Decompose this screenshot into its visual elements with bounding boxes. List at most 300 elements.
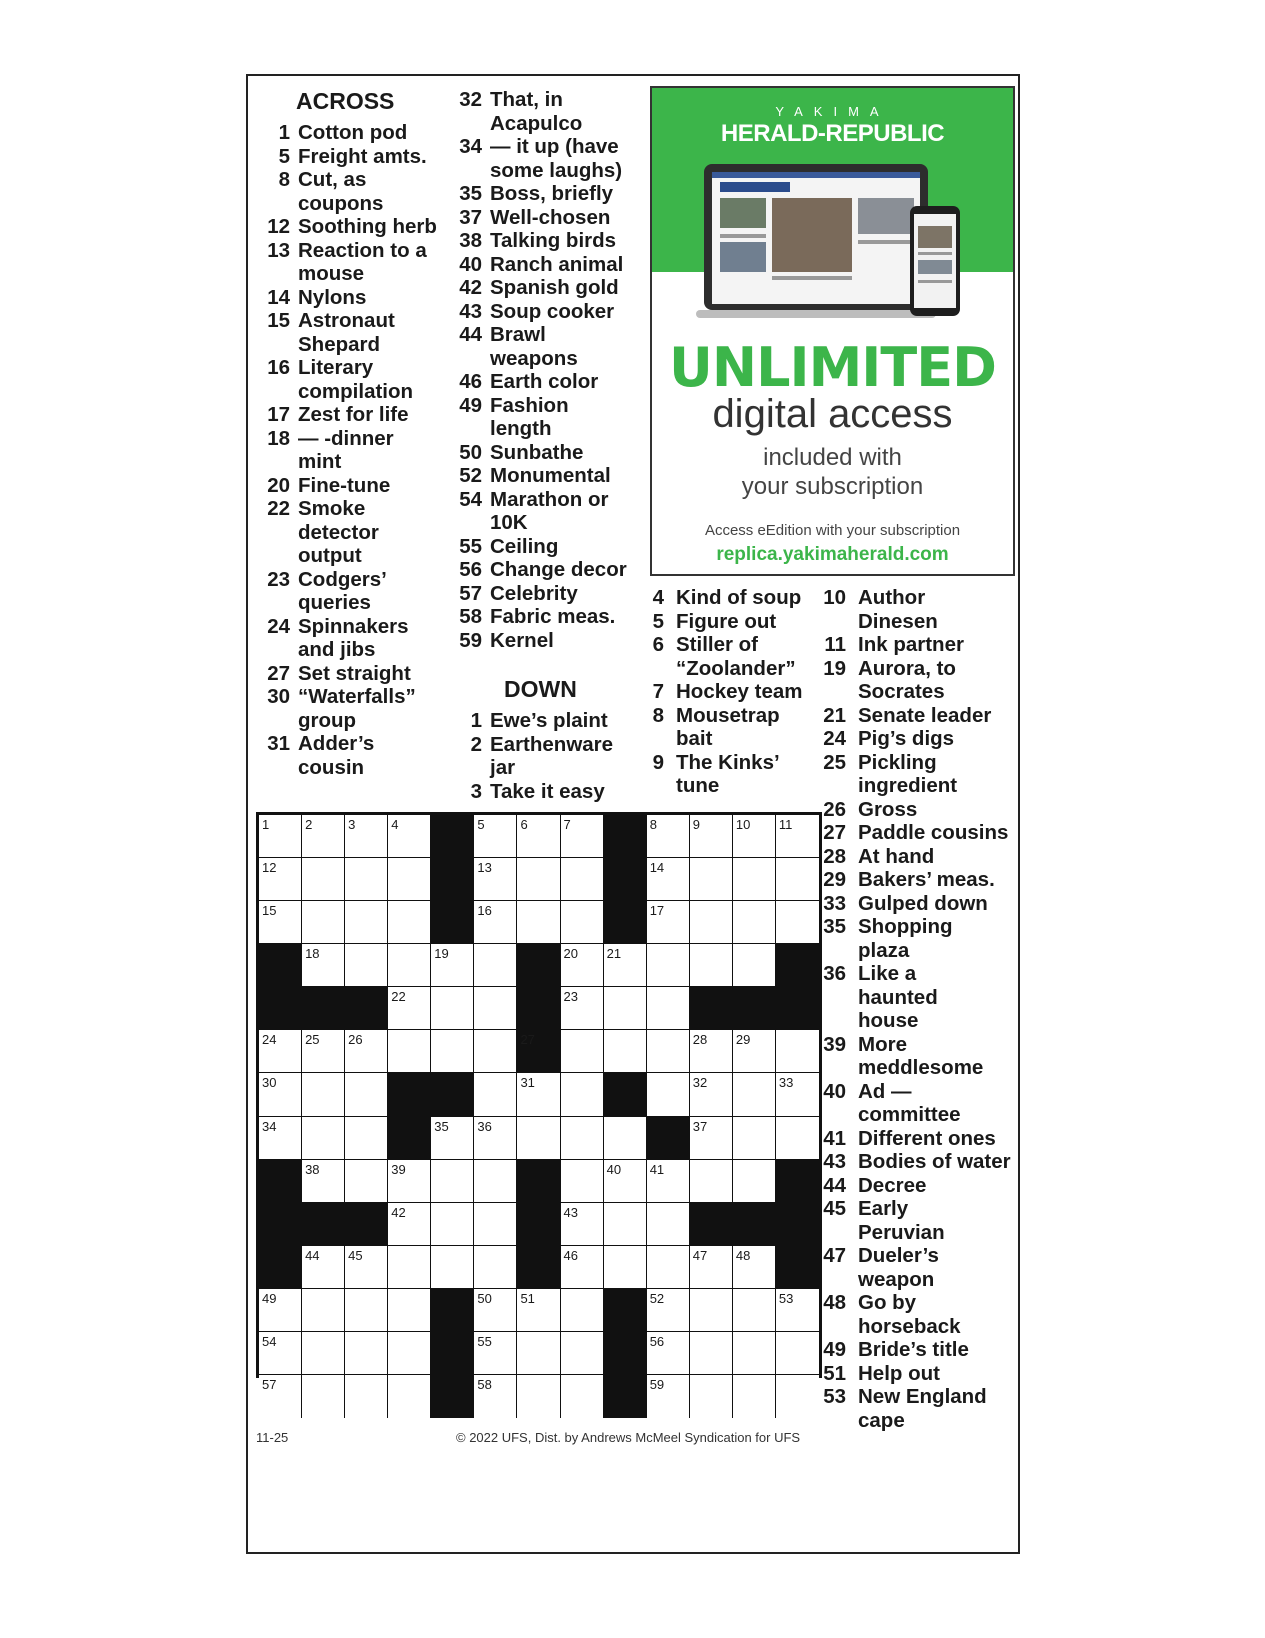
clue-text-line: Cotton pod xyxy=(298,121,408,144)
grid-cell[interactable] xyxy=(776,815,819,858)
grid-cell[interactable] xyxy=(776,1030,819,1073)
grid-cell[interactable] xyxy=(302,1073,345,1116)
grid-cell[interactable] xyxy=(561,1073,604,1116)
clue-text xyxy=(676,586,801,610)
grid-black-square xyxy=(604,901,647,944)
clue-text-line: Fashion xyxy=(490,393,569,417)
grid-cell[interactable] xyxy=(690,1332,733,1375)
grid-cell[interactable] xyxy=(431,1030,474,1073)
grid-cell[interactable] xyxy=(647,815,690,858)
grid-cell[interactable] xyxy=(517,1375,560,1418)
clue-text-line: Set straight xyxy=(298,661,411,685)
clue xyxy=(456,206,646,230)
clue-text xyxy=(298,497,379,568)
grid-cell[interactable] xyxy=(388,1030,431,1073)
clue-text-line: Gulped down xyxy=(858,891,988,915)
grid-cell[interactable] xyxy=(733,1117,776,1160)
grid-cell[interactable] xyxy=(517,858,560,901)
grid-cell[interactable] xyxy=(690,901,733,944)
grid-cell[interactable] xyxy=(561,858,604,901)
clue-text-line: Ad — xyxy=(858,1079,912,1103)
grid-cell[interactable] xyxy=(345,1289,388,1332)
grid-cell[interactable] xyxy=(431,944,474,987)
clue-number: 56 xyxy=(459,558,482,581)
grid-cell[interactable] xyxy=(259,858,302,901)
grid-cell[interactable] xyxy=(517,1289,560,1332)
grid-cell[interactable] xyxy=(345,1332,388,1375)
grid-cell[interactable] xyxy=(733,944,776,987)
clue-text-line: Adder’s xyxy=(298,732,375,755)
clue-text-line: some laughs) xyxy=(490,158,623,182)
grid-cell[interactable] xyxy=(474,1117,517,1160)
grid-cell[interactable] xyxy=(733,1246,776,1289)
clue xyxy=(822,1197,1022,1244)
clue-text-line: weapon xyxy=(858,1267,935,1291)
clue xyxy=(456,300,646,324)
clue-text xyxy=(490,709,608,733)
clue-text-line: Monumental xyxy=(490,464,611,487)
grid-cell[interactable] xyxy=(474,1246,517,1289)
clue-number: 23 xyxy=(267,567,290,591)
grid-cell[interactable] xyxy=(474,901,517,944)
grid-cell[interactable] xyxy=(259,1117,302,1160)
grid-cell[interactable] xyxy=(776,858,819,901)
clue-text-line: ingredient xyxy=(858,774,958,797)
clue-number: 39 xyxy=(823,1032,846,1056)
grid-black-square xyxy=(259,1203,302,1246)
cell-number: 34 xyxy=(262,1118,277,1134)
grid-cell[interactable] xyxy=(474,1289,517,1332)
grid-cell[interactable] xyxy=(561,944,604,987)
grid-cell[interactable] xyxy=(733,1332,776,1375)
clue-number: 37 xyxy=(459,205,482,229)
clue xyxy=(640,751,830,798)
clue-text-line: — -dinner xyxy=(298,426,394,450)
grid-cell[interactable] xyxy=(302,944,345,987)
grid-cell[interactable] xyxy=(302,815,345,858)
puzzle-date: 11-25 xyxy=(256,1430,289,1445)
grid-cell[interactable] xyxy=(561,1203,604,1246)
clue-text-line: Different ones xyxy=(858,1126,996,1150)
clue-number: 30 xyxy=(267,685,290,708)
grid-cell[interactable] xyxy=(302,901,345,944)
clue-text-line: compilation xyxy=(298,379,414,403)
clue-text xyxy=(298,568,387,615)
grid-black-square xyxy=(259,987,302,1030)
clue-number: 4 xyxy=(652,586,664,609)
clue-text xyxy=(858,1338,969,1362)
clue-text xyxy=(298,356,413,403)
clue-text xyxy=(490,488,608,535)
clue xyxy=(456,733,646,780)
clue-text-line: Zest for life xyxy=(298,403,409,426)
grid-cell[interactable] xyxy=(302,1375,345,1418)
grid-cell[interactable] xyxy=(259,1375,302,1418)
grid-cell[interactable] xyxy=(647,1332,690,1375)
clue-text-line: Codgers’ xyxy=(298,567,387,591)
grid-cell[interactable] xyxy=(776,1332,819,1375)
clue-text xyxy=(858,1150,1011,1174)
clue-number: 10 xyxy=(823,586,846,609)
grid-cell[interactable] xyxy=(561,1375,604,1418)
grid-cell[interactable] xyxy=(647,901,690,944)
grid-cell[interactable] xyxy=(474,1332,517,1375)
clue-text xyxy=(490,629,554,653)
cell-number: 33 xyxy=(778,1075,794,1091)
grid-cell[interactable] xyxy=(388,1203,431,1246)
across-clues-column-2 xyxy=(456,88,646,652)
grid-cell[interactable] xyxy=(647,1203,690,1246)
grid-cell[interactable] xyxy=(259,1289,302,1332)
clue-text xyxy=(490,733,613,780)
clue-number: 40 xyxy=(459,252,482,276)
grid-cell[interactable] xyxy=(690,1160,733,1203)
clue xyxy=(822,1080,1022,1127)
clue-number: 53 xyxy=(823,1385,846,1408)
grid-cell[interactable] xyxy=(431,987,474,1030)
grid-cell[interactable] xyxy=(302,1332,345,1375)
copyright-notice: © 2022 UFS, Dist. by Andrews McMeel Syndication for UFS xyxy=(456,1430,801,1445)
clue xyxy=(264,309,454,356)
clue-number: 7 xyxy=(652,680,664,703)
grid-cell[interactable] xyxy=(474,1160,517,1203)
clue-text-line: Like a xyxy=(858,962,917,985)
ad-access-text: Access eEdition with your subscription xyxy=(704,522,961,539)
grid-cell[interactable] xyxy=(388,944,431,987)
grid-black-square xyxy=(733,987,776,1030)
grid-cell[interactable] xyxy=(474,987,517,1030)
clue xyxy=(264,568,454,615)
clue-text xyxy=(490,276,619,300)
cell-number: 1 xyxy=(262,817,270,832)
grid-cell[interactable] xyxy=(776,1289,819,1332)
clue xyxy=(456,780,646,804)
grid-cell[interactable] xyxy=(733,1160,776,1203)
cell-number: 42 xyxy=(391,1204,406,1220)
clue-text-line: Take it easy xyxy=(490,779,605,803)
clue-number: 1 xyxy=(278,121,290,144)
grid-cell[interactable] xyxy=(259,1073,302,1116)
clue-text xyxy=(490,464,611,488)
clue-number: 35 xyxy=(823,915,846,938)
down-clues-column-1 xyxy=(456,676,646,803)
grid-cell[interactable] xyxy=(517,1073,560,1116)
clue-number: 50 xyxy=(459,440,482,464)
grid-cell[interactable] xyxy=(431,1117,474,1160)
grid-cell[interactable] xyxy=(733,1289,776,1332)
clue-text-line: Soup cooker xyxy=(490,299,615,323)
clue xyxy=(264,662,454,686)
grid-cell[interactable] xyxy=(561,901,604,944)
grid-cell[interactable] xyxy=(259,1332,302,1375)
grid-cell[interactable] xyxy=(690,1117,733,1160)
clue xyxy=(456,535,646,559)
clue-text-line: Kind of soup xyxy=(676,586,802,609)
clue-number: 44 xyxy=(459,323,482,346)
cell-number: 55 xyxy=(477,1333,492,1349)
clue-text-line: Shepard xyxy=(298,332,381,356)
grid-cell[interactable] xyxy=(431,1160,474,1203)
clue-text-line: queries xyxy=(298,591,371,614)
clue-number: 34 xyxy=(459,135,482,158)
grid-cell[interactable] xyxy=(345,1375,388,1418)
grid-cell[interactable] xyxy=(690,1289,733,1332)
clue-text xyxy=(858,751,957,798)
clue-text-line: Ewe’s plaint xyxy=(490,709,608,732)
grid-black-square xyxy=(302,987,345,1030)
grid-cell[interactable] xyxy=(345,1117,388,1160)
clue xyxy=(822,1244,1022,1291)
grid-cell[interactable] xyxy=(604,987,647,1030)
clue-text-line: Kernel xyxy=(490,628,554,652)
clue-text-line: house xyxy=(858,1009,919,1032)
grid-black-square xyxy=(604,1375,647,1418)
clue-number: 43 xyxy=(459,299,482,323)
clue xyxy=(264,215,454,239)
cell-number: 48 xyxy=(735,1247,751,1263)
grid-cell[interactable] xyxy=(259,815,302,858)
clue xyxy=(822,1385,1022,1432)
grid-cell[interactable] xyxy=(388,987,431,1030)
grid-cell[interactable] xyxy=(561,1246,604,1289)
clue xyxy=(822,845,1022,869)
clue-text-line: coupons xyxy=(298,191,384,215)
grid-cell[interactable] xyxy=(647,858,690,901)
clue-text-line: Astronaut xyxy=(298,309,395,332)
grid-cell[interactable] xyxy=(604,1203,647,1246)
grid-cell[interactable] xyxy=(604,1246,647,1289)
clue-text xyxy=(490,535,558,559)
grid-cell[interactable] xyxy=(776,1073,819,1116)
grid-cell[interactable] xyxy=(733,1030,776,1073)
clue-text-line: committee xyxy=(858,1103,961,1126)
grid-cell[interactable] xyxy=(474,815,517,858)
grid-cell[interactable] xyxy=(690,858,733,901)
grid-cell[interactable] xyxy=(345,901,388,944)
grid-cell[interactable] xyxy=(604,944,647,987)
cell-number: 14 xyxy=(649,860,665,876)
grid-cell[interactable] xyxy=(647,1289,690,1332)
clue-text xyxy=(858,1033,983,1080)
cell-number: 21 xyxy=(606,946,622,962)
grid-cell[interactable] xyxy=(388,1375,431,1418)
grid-cell[interactable] xyxy=(561,1160,604,1203)
clue xyxy=(822,1033,1022,1080)
clue xyxy=(264,732,454,779)
grid-cell[interactable] xyxy=(474,1203,517,1246)
clue-number: 46 xyxy=(459,370,482,393)
cell-number: 49 xyxy=(262,1290,277,1306)
clue xyxy=(822,1174,1022,1198)
grid-cell[interactable] xyxy=(431,1203,474,1246)
grid-cell[interactable] xyxy=(561,1117,604,1160)
clue-text xyxy=(858,633,964,657)
grid-cell[interactable] xyxy=(302,1117,345,1160)
grid-cell[interactable] xyxy=(474,1030,517,1073)
grid-cell[interactable] xyxy=(690,944,733,987)
grid-cell[interactable] xyxy=(345,858,388,901)
grid-cell[interactable] xyxy=(388,1332,431,1375)
grid-cell[interactable] xyxy=(345,1246,388,1289)
clue-text-line: Talking birds xyxy=(490,229,617,252)
grid-cell[interactable] xyxy=(302,858,345,901)
grid-cell[interactable] xyxy=(561,1289,604,1332)
grid-cell[interactable] xyxy=(517,815,560,858)
grid-black-square xyxy=(259,944,302,987)
grid-cell[interactable] xyxy=(517,1117,560,1160)
grid-cell[interactable] xyxy=(561,815,604,858)
grid-cell[interactable] xyxy=(517,1332,560,1375)
clue-text-line: Ink partner xyxy=(858,633,964,656)
grid-cell[interactable] xyxy=(647,1375,690,1418)
clue xyxy=(456,464,646,488)
grid-black-square xyxy=(345,987,388,1030)
cell-number: 12 xyxy=(262,860,277,876)
grid-cell[interactable] xyxy=(388,815,431,858)
clue-text-line: Ranch animal xyxy=(490,252,624,276)
clue-text-line: Pickling xyxy=(858,750,937,774)
grid-cell[interactable] xyxy=(345,1030,388,1073)
grid-cell[interactable] xyxy=(517,901,560,944)
clue xyxy=(456,582,646,606)
clue-text-line: cousin xyxy=(298,755,365,779)
grid-cell[interactable] xyxy=(388,1246,431,1289)
grid-cell[interactable] xyxy=(604,1117,647,1160)
clue-text xyxy=(490,182,613,206)
clue-text-line: Author xyxy=(858,586,926,609)
clue-text xyxy=(298,239,427,286)
grid-cell[interactable] xyxy=(345,815,388,858)
clue-text xyxy=(858,1244,939,1291)
clue xyxy=(822,727,1022,751)
clue-text xyxy=(490,441,583,465)
clue-text-line: plaza xyxy=(858,938,910,962)
grid-cell[interactable] xyxy=(302,1160,345,1203)
grid-cell[interactable] xyxy=(690,1073,733,1116)
grid-cell[interactable] xyxy=(647,1073,690,1116)
ad-url-link[interactable]: replica.yakimaherald.com xyxy=(716,544,949,565)
grid-black-square xyxy=(776,944,819,987)
grid-cell[interactable] xyxy=(733,1375,776,1418)
clue-number: 5 xyxy=(652,609,664,633)
clue-text xyxy=(490,394,569,441)
grid-cell[interactable] xyxy=(647,987,690,1030)
clue-number: 13 xyxy=(267,238,290,262)
grid-cell[interactable] xyxy=(776,1375,819,1418)
grid-cell[interactable] xyxy=(561,987,604,1030)
grid-cell[interactable] xyxy=(647,944,690,987)
clue xyxy=(264,615,454,662)
grid-cell[interactable] xyxy=(647,1246,690,1289)
grid-cell[interactable] xyxy=(431,1246,474,1289)
clue-text xyxy=(298,427,394,474)
clue-text-line: New England xyxy=(858,1385,987,1408)
cell-number: 17 xyxy=(649,903,665,919)
clue-text-line: Fabric meas. xyxy=(490,605,616,628)
grid-black-square xyxy=(690,1203,733,1246)
clue-number: 15 xyxy=(267,309,290,332)
cell-number: 54 xyxy=(262,1333,277,1349)
grid-cell[interactable] xyxy=(302,1030,345,1073)
clue xyxy=(264,427,454,474)
grid-cell[interactable] xyxy=(733,858,776,901)
grid-black-square xyxy=(517,1203,560,1246)
subscription-ad[interactable] xyxy=(650,86,1015,576)
grid-cell[interactable] xyxy=(345,944,388,987)
clue-number: 55 xyxy=(459,534,482,558)
grid-cell[interactable] xyxy=(604,1030,647,1073)
clue xyxy=(456,276,646,300)
grid-cell[interactable] xyxy=(474,1375,517,1418)
clue-number: 41 xyxy=(823,1126,846,1150)
grid-cell[interactable] xyxy=(690,815,733,858)
grid-cell[interactable] xyxy=(302,1289,345,1332)
cell-number: 29 xyxy=(735,1032,751,1048)
grid-cell[interactable] xyxy=(345,1160,388,1203)
clue-number: 57 xyxy=(459,581,482,605)
cell-number: 56 xyxy=(649,1333,665,1349)
grid-cell[interactable] xyxy=(388,901,431,944)
clue-number: 48 xyxy=(823,1291,846,1314)
clue-text-line: Nylons xyxy=(298,285,367,309)
grid-cell[interactable] xyxy=(345,1073,388,1116)
grid-cell[interactable] xyxy=(561,1030,604,1073)
grid-cell[interactable] xyxy=(690,1246,733,1289)
clue-text-line: Aurora, to xyxy=(858,656,956,680)
clue-number: 20 xyxy=(267,473,290,497)
grid-cell[interactable] xyxy=(474,858,517,901)
clue-text-line: — it up (have xyxy=(490,135,619,158)
grid-cell[interactable] xyxy=(733,1073,776,1116)
grid-cell[interactable] xyxy=(647,1030,690,1073)
clue-text xyxy=(858,845,934,869)
grid-cell[interactable] xyxy=(302,1246,345,1289)
grid-cell[interactable] xyxy=(776,901,819,944)
grid-cell[interactable] xyxy=(647,1160,690,1203)
grid-black-square xyxy=(431,901,474,944)
clue-text xyxy=(298,662,411,686)
clue-text-line: More xyxy=(858,1032,907,1056)
down-clues-column-3 xyxy=(822,586,1022,1432)
cell-number: 24 xyxy=(262,1032,277,1048)
grid-cell[interactable] xyxy=(259,1030,302,1073)
grid-cell[interactable] xyxy=(388,1289,431,1332)
cell-number: 47 xyxy=(692,1247,708,1263)
clue-text-line: Hockey team xyxy=(676,680,803,703)
grid-cell[interactable] xyxy=(561,1332,604,1375)
grid-cell[interactable] xyxy=(604,1160,647,1203)
grid-cell[interactable] xyxy=(474,1073,517,1116)
cell-number: 13 xyxy=(477,860,492,876)
grid-cell[interactable] xyxy=(259,901,302,944)
clue-text xyxy=(858,868,995,892)
grid-cell[interactable] xyxy=(776,1117,819,1160)
crossword-grid[interactable] xyxy=(256,812,822,1392)
clue-number: 24 xyxy=(823,727,846,750)
grid-cell[interactable] xyxy=(690,1375,733,1418)
clue xyxy=(822,1362,1022,1386)
grid-cell[interactable] xyxy=(388,858,431,901)
grid-cell[interactable] xyxy=(733,815,776,858)
grid-cell[interactable] xyxy=(690,1030,733,1073)
clue-text-line: 10K xyxy=(490,511,528,534)
clue-text xyxy=(490,135,622,182)
grid-cell[interactable] xyxy=(388,1160,431,1203)
grid-cell[interactable] xyxy=(733,901,776,944)
grid-cell[interactable] xyxy=(474,944,517,987)
clue xyxy=(822,1150,1022,1174)
clue-text-line: Acapulco xyxy=(490,111,583,135)
